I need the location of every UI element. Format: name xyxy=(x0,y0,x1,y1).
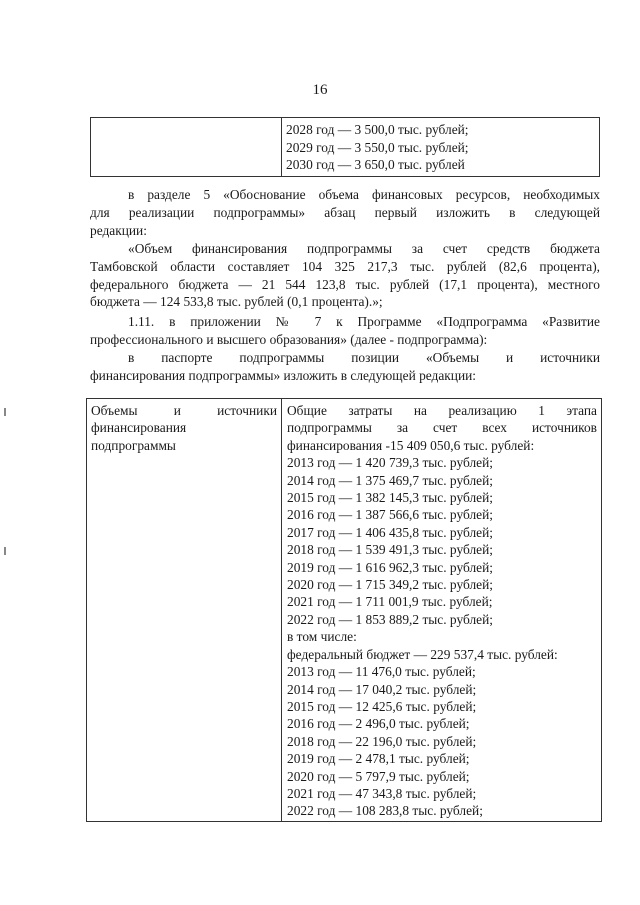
text-line: редакции: xyxy=(90,222,147,238)
total-year-line: 2016 год — 1 387 566,6 тыс. рублей; xyxy=(287,507,493,523)
text-line: 1.11. в приложении № 7 к Программе «Подпрограмма «Развитие xyxy=(128,314,600,329)
federal-year-line: 2019 год — 2 478,1 тыс. рублей; xyxy=(287,751,470,767)
federal-year-line: 2013 год — 11 476,0 тыс. рублей; xyxy=(287,664,476,680)
paragraph-section5 xyxy=(90,186,600,239)
funding-line: 2028 год — 3 500,0 тыс. рублей; xyxy=(286,122,469,137)
binding-mark xyxy=(4,547,6,555)
federal-year-line: 2018 год — 22 196,0 тыс. рублей; xyxy=(287,733,477,749)
passport-value-cell xyxy=(282,399,602,822)
text-line: для реализации подпрограммы» абзац первый изложить в следующей xyxy=(90,204,600,220)
text-line: бюджета — 124 533,8 тыс. рублей (0,1 процента).»; xyxy=(90,294,383,310)
federal-year-line: 2020 год — 5 797,9 тыс. рублей; xyxy=(287,768,470,784)
text-line: в паспорте подпрограммы позиции «Объемы и источники xyxy=(128,350,600,365)
continuation-table-left-cell xyxy=(91,118,282,177)
total-year-line: 2018 год — 1 539 491,3 тыс. рублей; xyxy=(287,542,493,558)
total-year-line: 2015 год — 1 382 145,3 тыс. рублей; xyxy=(287,490,493,506)
federal-year-line: 2015 год — 12 425,6 тыс. рублей; xyxy=(287,698,477,714)
text-line: Тамбовской области составляет 104 325 217,3 тыс. рублей (82,6 процента), xyxy=(90,258,600,274)
total-year-line: 2021 год — 1 711 001,9 тыс. рублей; xyxy=(287,594,493,610)
in-that-number-line: в том числе: xyxy=(287,629,357,645)
total-year-line: 2013 год — 1 420 739,3 тыс. рублей; xyxy=(287,455,493,471)
continuation-table xyxy=(90,117,600,177)
paragraph-item-1-11 xyxy=(90,313,600,349)
page-number: 16 xyxy=(312,82,328,98)
federal-total-line: федеральный бюджет — 229 537,4 тыс. рублей: xyxy=(287,646,558,662)
federal-year-line: 2022 год — 108 283,8 тыс. рублей; xyxy=(287,803,483,819)
binding-mark xyxy=(4,408,6,416)
total-year-line: 2020 год — 1 715 349,2 тыс. рублей; xyxy=(287,577,493,593)
intro-line: финансирования -15 409 050,6 тыс. рублей: xyxy=(287,437,535,453)
text-line: федерального бюджета — 21 544 123,8 тыс. рублей (17,1 процента), местного xyxy=(90,276,600,292)
passport-label-cell xyxy=(87,399,282,822)
text-line: профессионального и высшего образования» (далее - подпрограмма): xyxy=(90,331,488,347)
passport-label-line: подпрограммы xyxy=(91,437,176,453)
total-year-line: 2014 год — 1 375 469,7 тыс. рублей; xyxy=(287,472,493,488)
federal-year-line: 2014 год — 17 040,2 тыс. рублей; xyxy=(287,681,477,697)
total-year-line: 2017 год — 1 406 435,8 тыс. рублей; xyxy=(287,524,493,540)
text-line: в разделе 5 «Обоснование объема финансовых ресурсов, необходимых xyxy=(128,187,600,202)
funding-line: 2029 год — 3 550,0 тыс. рублей; xyxy=(286,139,469,155)
funding-line: 2030 год — 3 650,0 тыс. рублей xyxy=(286,157,465,173)
intro-line: Общие затраты на реализацию 1 этапа xyxy=(287,403,597,418)
text-line: «Объем финансирования подпрограммы за счет средств бюджета xyxy=(128,241,600,256)
paragraph-quote xyxy=(90,240,600,311)
passport-table xyxy=(86,398,602,822)
intro-line: подпрограммы за счет всех источников xyxy=(287,420,597,436)
federal-year-line: 2016 год — 2 496,0 тыс. рублей; xyxy=(287,716,470,732)
passport-label-line: финансирования xyxy=(91,420,187,436)
paragraph-passport xyxy=(90,349,600,385)
continuation-table-right-cell xyxy=(282,118,600,177)
federal-year-line: 2021 год — 47 343,8 тыс. рублей; xyxy=(287,785,477,801)
total-year-line: 2019 год — 1 616 962,3 тыс. рублей; xyxy=(287,559,493,575)
total-year-line: 2022 год — 1 853 889,2 тыс. рублей; xyxy=(287,611,493,627)
passport-label-line: Объемы и источники xyxy=(91,403,277,418)
text-line: финансирования подпрограммы» изложить в следующей редакции: xyxy=(90,367,477,383)
